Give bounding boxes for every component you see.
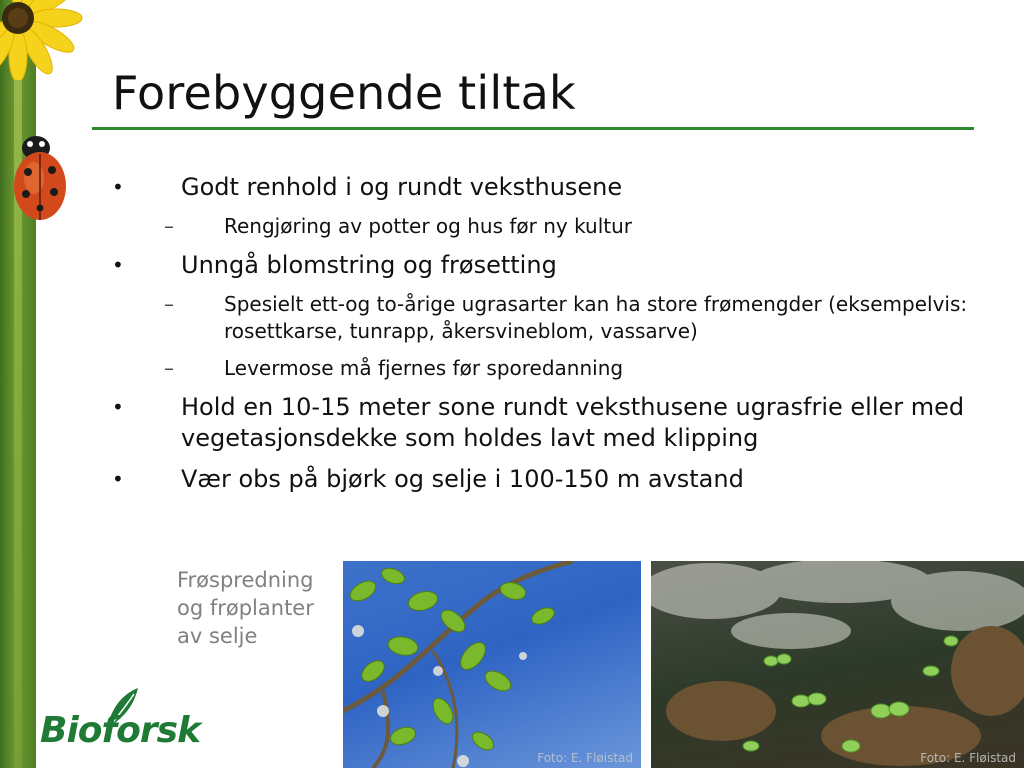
bullet-item [112, 464, 972, 495]
selje-branch-photo [343, 561, 641, 768]
sub-bullet-item [112, 291, 972, 345]
sub-bullet-item [112, 213, 972, 240]
photo-credit: Foto: E. Fløistad [537, 751, 633, 765]
title-underline [92, 127, 974, 130]
branch-illustration [343, 561, 641, 768]
logo-text-forsk: forsk [101, 710, 201, 751]
bullet-item [112, 392, 972, 454]
ladybug-icon [4, 120, 68, 224]
sub-bullet-text: Rengjøring av potter og hus før ny kultur [224, 214, 633, 238]
sub-bullet-marker: – [164, 214, 174, 238]
sub-bullet-marker: – [164, 292, 174, 316]
bullet-text: Unngå blomstring og frøsetting [181, 251, 557, 279]
bioforsk-logo-text [40, 710, 200, 751]
sub-bullet-text: Levermose må fjernes før sporedanning [224, 356, 624, 380]
seedlings-illustration [651, 561, 1024, 768]
bullet-item [112, 172, 972, 203]
sunflower-icon [0, 0, 90, 80]
logo-text-bio: Bio [40, 710, 102, 751]
bullet-text: Godt renhold i og rundt veksthusene [181, 173, 623, 201]
sub-bullet-item [112, 355, 972, 382]
photo-credit: Foto: E. Fløistad [920, 751, 1016, 765]
bullet-text: Vær obs på bjørk og selje i 100-150 m avstand [181, 465, 744, 493]
bullet-list [112, 172, 972, 505]
bullet-text: Hold en 10-15 meter sone rundt veksthusene ugrasfrie eller med vegetasjonsdekke som holdes lavt med klipping [181, 393, 965, 452]
sub-bullet-text: Spesielt ett-og to-årige ugrasarter kan ha store frømengder (eksempelvis: rosettkarse, tunrapp, åkersvineblom, vassarve) [224, 292, 968, 343]
sub-bullet-marker: – [164, 356, 174, 380]
seedlings-photo [651, 561, 1024, 768]
bullet-marker: • [112, 175, 124, 199]
bullet-marker: • [112, 253, 124, 277]
bullet-marker: • [112, 395, 124, 419]
photo-caption: Frøspredning og frøplanter av selje [177, 568, 314, 648]
bullet-marker: • [112, 467, 124, 491]
bullet-item [112, 250, 972, 281]
slide-title: Forebyggende tiltak [112, 66, 576, 120]
stem-highlight [14, 0, 22, 768]
